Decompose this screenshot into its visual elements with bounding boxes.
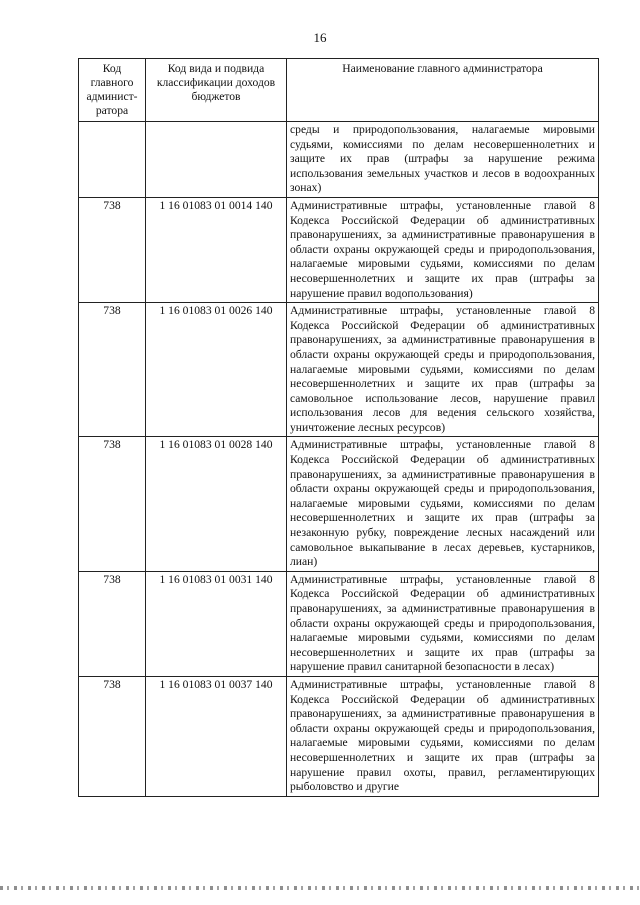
cell-kbk: 1 16 01083 01 0031 140 — [146, 571, 287, 676]
cell-admin-name: Административные штрафы, установленные главой 8 Кодекса Российской Федерации об административных правонарушениях, за административные правонарушения в области охраны окружающей среды и природопользования, налагаемые мировыми судьями, комиссиями по делам несовершеннолетних и защите их прав (штрафы за незаконную рубку, повреждение лесных насаждений или самовольное выкапывание в лесах деревьев, кустарников, лиан) — [287, 437, 599, 571]
table-row — [79, 197, 599, 302]
table-header-row — [79, 59, 599, 122]
cell-admin-name: Административные штрафы, установленные главой 8 Кодекса Российской Федерации об административных правонарушениях, за административные правонарушения в области охраны окружающей среды и природопользования, налагаемые мировыми судьями, комиссиями по делам несовершеннолетних и защите их прав (штрафы за нарушение правил водопользования) — [287, 197, 599, 302]
cell-kbk: 1 16 01083 01 0026 140 — [146, 303, 287, 437]
header-kbk: Код вида и подвида классификации доходов бюджетов — [146, 59, 287, 122]
header-admin-name: Наименование главного администратора — [287, 59, 599, 122]
cell-kbk — [146, 122, 287, 198]
table-row — [79, 437, 599, 571]
cell-admin-code: 738 — [79, 676, 146, 796]
page-number: 16 — [313, 30, 327, 45]
cell-kbk: 1 16 01083 01 0014 140 — [146, 197, 287, 302]
scan-edge-artifact — [0, 886, 640, 890]
table-row — [79, 676, 599, 796]
administrators-table — [78, 58, 599, 797]
cell-admin-code: 738 — [79, 571, 146, 676]
table-row — [79, 303, 599, 437]
cell-admin-name: Административные штрафы, установленные главой 8 Кодекса Российской Федерации об административных правонарушениях, за административные правонарушения в области охраны окружающей среды и природопользования, налагаемые мировыми судьями, комиссиями по делам несовершеннолетних и защите их прав (штрафы за нарушение правил охоты, правил, регламентирующих рыболовство и другие — [287, 676, 599, 796]
cell-kbk: 1 16 01083 01 0037 140 — [146, 676, 287, 796]
table-row — [79, 122, 599, 198]
cell-admin-name: Административные штрафы, установленные главой 8 Кодекса Российской Федерации об административных правонарушениях, за административные правонарушения в области охраны окружающей среды и природопользования, налагаемые мировыми судьями, комиссиями по делам несовершеннолетних и защите их прав (штрафы за нарушение правил санитарной безопасности в лесах) — [287, 571, 599, 676]
cell-admin-code — [79, 122, 146, 198]
cell-admin-name: среды и природопользования, налагаемые мировыми судьями, комиссиями по делам несовершеннолетних и защите их прав (штрафы за нарушение режима использования земельных участков и лесов в водоохранных зонах) — [287, 122, 599, 198]
cell-admin-code: 738 — [79, 303, 146, 437]
header-admin-code: Код главного админист-ратора — [79, 59, 146, 122]
cell-admin-name: Административные штрафы, установленные главой 8 Кодекса Российской Федерации об административных правонарушениях, за административные правонарушения в области охраны окружающей среды и природопользования, налагаемые мировыми судьями, комиссиями по делам несовершеннолетних и защите их прав (штрафы за самовольное использование лесов, нарушение правил использования лесов для ведения сельского хозяйства, уничтожение лесных ресурсов) — [287, 303, 599, 437]
cell-admin-code: 738 — [79, 437, 146, 571]
table-row — [79, 571, 599, 676]
cell-kbk: 1 16 01083 01 0028 140 — [146, 437, 287, 571]
cell-admin-code: 738 — [79, 197, 146, 302]
